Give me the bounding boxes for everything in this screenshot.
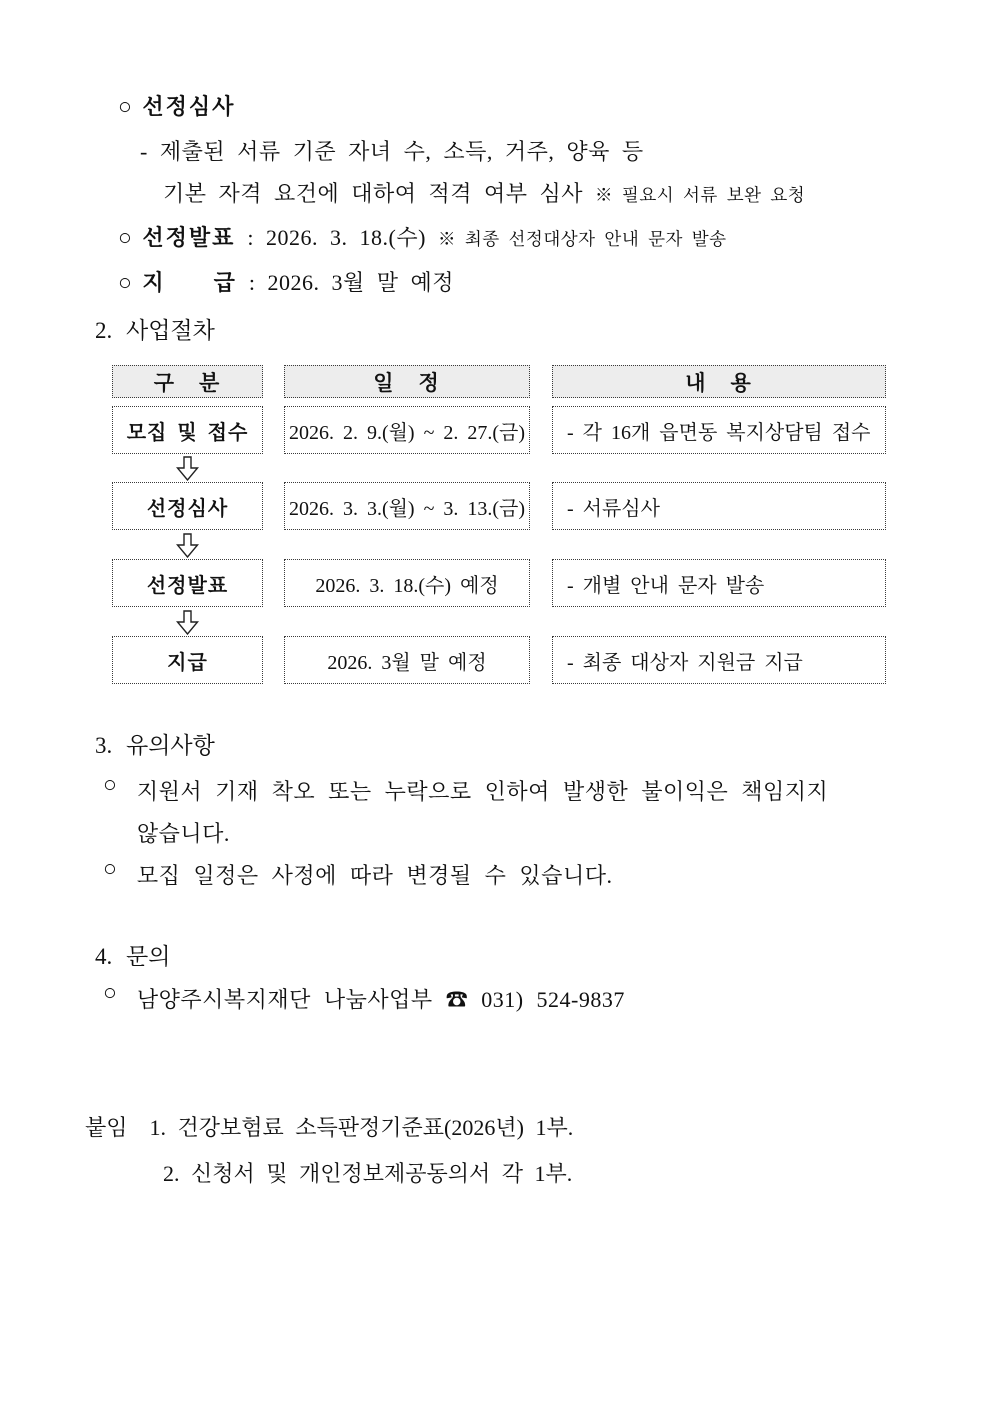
announcement-line xyxy=(118,221,727,252)
table-row-content: - 최종 대상자 지원금 지급 xyxy=(552,636,886,684)
payment-title: 지 급 xyxy=(142,270,237,295)
down-arrow-icon xyxy=(176,456,199,481)
circle-bullet-icon: ○ xyxy=(118,270,133,295)
announcement-note: ※ 최종 선정대상자 안내 문자 발송 xyxy=(437,229,727,249)
payment-line xyxy=(118,266,454,297)
contact-item xyxy=(103,979,625,1021)
table-header-schedule: 일 정 xyxy=(284,365,530,398)
circle-bullet-icon: ○ xyxy=(118,225,133,250)
down-arrow-icon xyxy=(176,610,199,635)
attachment-line-2 xyxy=(163,1157,572,1188)
table-row-step: 모집 및 접수 xyxy=(112,406,263,454)
phone-icon: ☎ xyxy=(445,987,469,1012)
circle-bullet-icon: ○ xyxy=(118,94,133,119)
table-row-schedule: 2026. 3월 말 예정 xyxy=(284,636,530,684)
table-header-content: 내 용 xyxy=(552,365,886,398)
contact-heading: 4. 문의 xyxy=(95,944,171,969)
attachment-label: 붙임 xyxy=(85,1115,128,1140)
table-row-schedule: 2026. 3. 18.(수) 예정 xyxy=(284,559,530,607)
contact-phone: 031) 524-9837 xyxy=(481,987,625,1012)
attachment-item: 2. 신청서 및 개인정보제공동의서 각 1부. xyxy=(163,1161,573,1186)
table-row-schedule: 2026. 2. 9.(월) ~ 2. 27.(금) xyxy=(284,406,530,454)
notes-heading: 3. 유의사항 xyxy=(95,733,215,758)
attachment-item: 1. 건강보험료 소득판정기준표(2026년) 1부. xyxy=(149,1115,574,1140)
circle-bullet-icon: ○ xyxy=(103,980,117,1005)
selection-review-line1: - 제출된 서류 기준 자녀 수, 소득, 거주, 양육 등 xyxy=(140,139,644,164)
contact-text xyxy=(137,979,625,1021)
announcement-value: : 2026. 3. 18.(수) xyxy=(247,225,426,250)
selection-review-line2 xyxy=(163,177,805,208)
circle-bullet-icon: ○ xyxy=(103,772,117,797)
selection-review-line2-text: 기본 자격 요건에 대하여 적격 여부 심사 xyxy=(163,181,584,206)
contact-org: 남양주시복지재단 나눔사업부 xyxy=(136,987,433,1012)
note-item-text xyxy=(137,771,828,855)
table-header-category: 구 분 xyxy=(112,365,263,398)
selection-review-line2-note: ※ 필요시 서류 보완 요청 xyxy=(595,185,806,205)
circle-bullet-icon: ○ xyxy=(103,856,117,881)
table-row-step: 지급 xyxy=(112,636,263,684)
attachment-line-1 xyxy=(85,1111,573,1142)
table-row-content: - 서류심사 xyxy=(552,482,886,530)
note-item-text: 모집 일정은 사정에 따라 변경될 수 있습니다. xyxy=(136,863,613,888)
procedure-heading: 2. 사업절차 xyxy=(95,318,215,343)
selection-review-title: 선정심사 xyxy=(142,94,236,119)
selection-review-heading xyxy=(118,90,235,121)
note-item xyxy=(103,855,612,897)
table-row-step: 선정발표 xyxy=(112,559,263,607)
note-item xyxy=(103,771,828,855)
announcement-title: 선정발표 xyxy=(142,225,236,250)
table-row-schedule: 2026. 3. 3.(월) ~ 3. 13.(금) xyxy=(284,482,530,530)
table-row-content: - 개별 안내 문자 발송 xyxy=(552,559,886,607)
payment-value: : 2026. 3월 말 예정 xyxy=(248,270,455,295)
note-line: 지원서 기재 착오 또는 누락으로 인하여 발생한 불이익은 책임지지 xyxy=(136,779,829,804)
down-arrow-icon xyxy=(176,533,199,558)
note-line: 않습니다. xyxy=(136,821,230,846)
table-row-content: - 각 16개 읍면동 복지상담팀 접수 xyxy=(552,406,886,454)
table-row-step: 선정심사 xyxy=(112,482,263,530)
